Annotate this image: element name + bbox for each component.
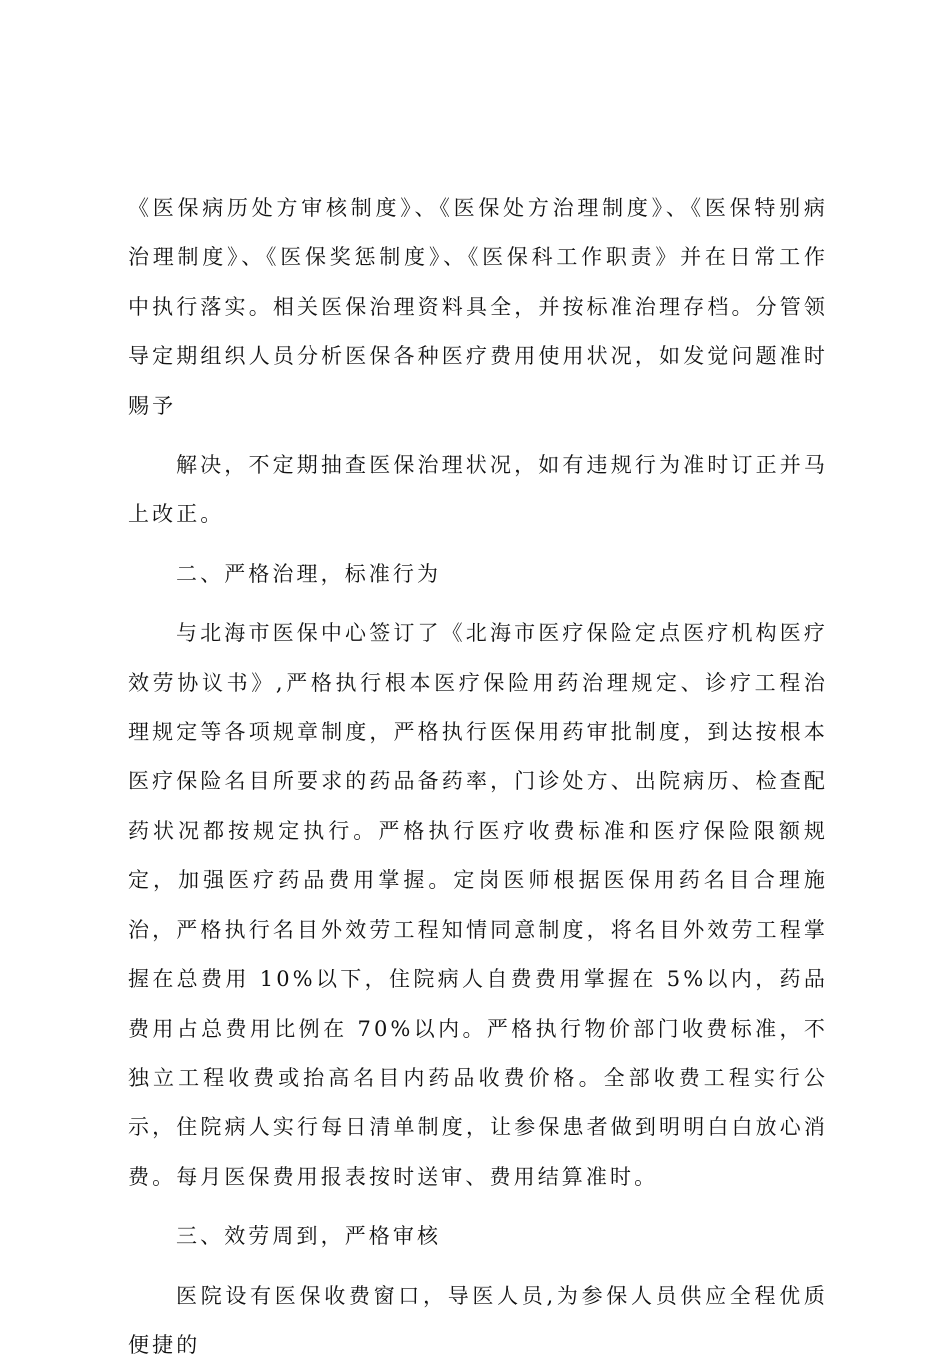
paragraph-agreement: 与北海市医保中心签订了《北海市医疗保险定点医疗机构医疗效劳协议书》,严格执行根本医疗保险用药治理规定、诊疗工程治理规定等各项规章制度，严格执行医保用药审批制度，到达按根本医疗保险名目所要求的药品备药率，门诊处方、出院病历、检查配药状况都按规定执行。严格执行医疗收费标准和医疗保险限额规定，加强医疗药品费用掌握。定岗医师根据医保用药名目合理施治，严格执行名目外效劳工程知情同意制度，将名目外效劳工程掌握在总费用 10%以下，住院病人自费费用掌握在 5%以内，药品费用占总费用比例在 70%以内。严格执行物价部门收费标准，不独立工程收费或抬高名目内药品收费价格。全部收费工程实行公示，住院病人实行每日清单制度，让参保患者做到明明白白放心消费。每月医保费用报表按时送审、费用结算准时。: [128, 621, 828, 1189]
section-heading-2: 二、严格治理，标准行为: [176, 561, 442, 586]
paragraph-resolution: 解决，不定期抽查医保治理状况，如有违规行为准时订正并马上改正。: [128, 453, 828, 527]
section-heading-3: 三、效劳周到，严格审核: [176, 1224, 442, 1249]
document-body: [128, 184, 828, 1370]
paragraph-service-window: 医院设有医保收费窗口，导医人员,为参保人员供应全程优质便捷的: [128, 1283, 828, 1357]
paragraph-regulations: 《医保病历处方审核制度》、《医保处方治理制度》、《医保特别病治理制度》、《医保奖惩制度》、《医保科工作职责》并在日常工作中执行落实。相关医保治理资料具全，并按标准治理存档。分管领导定期组织人员分析医保各种医疗费用使用状况，如发觉问题准时赐予: [128, 196, 828, 418]
